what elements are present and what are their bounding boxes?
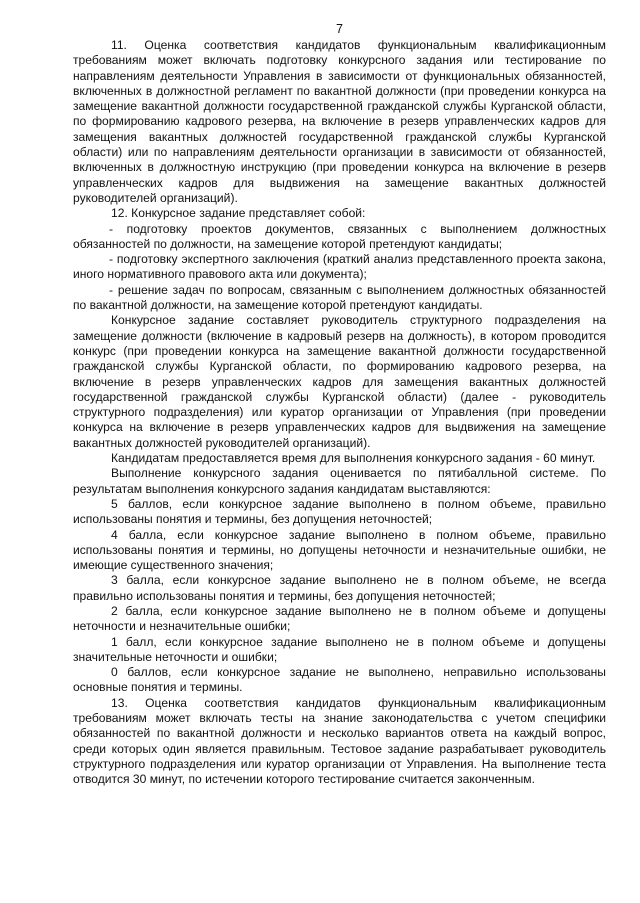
paragraph-13: 13. Оценка соответствия кандидатов функциональным квалификационным требованиям может включать тесты на знание законодательства с учетом специфики обязанностей по вакантной должности и несколько вариантов ответа на каждый вопрос, среди которых один является правильным. Тестовое задание разрабатывает руководитель структурного подразделения или куратор организации от Управления. На выполнение теста отводится 30 минут, по истечении которого тестирование считается законченным. <box>73 695 606 787</box>
grade-1: 1 балл, если конкурсное задание выполнено не в полном объеме и допущены значительные неточности и ошибки; <box>73 634 606 664</box>
grade-5: 5 баллов, если конкурсное задание выполнено в полном объеме, правильно использованы понятия и термины, без допущения неточностей; <box>73 496 606 527</box>
paragraph-task-author: Конкурсное задание составляет руководитель структурного подразделения на замещение должности (включение в кадровый резерв на должность), в котором проводится конкурс (при проведении конкурса на замещение вакантной должности государственной гражданской службы Курганской области, по формированию кадрового резерва, на включение в резерв управленческих кадров для замещения вакантных должностей государственной гражданской службы Курганской области) (далее - руководитель структурного подразделения) или куратор организации от Управления (при проведении конкурса на включение в резерв управленческих кадров для выдвижения на замещение вакантных должностей руководителей организаций). <box>73 313 606 450</box>
grade-0: 0 баллов, если конкурсное задание не выполнено, неправильно использованы основные понятия и термины. <box>73 665 606 695</box>
grade-3: 3 балла, если конкурсное задание выполнено не в полном объеме, не всегда правильно использованы понятия и термины, без допущения неточностей; <box>73 573 606 603</box>
grade-2: 2 балла, если конкурсное задание выполнено не в полном объеме и допущены неточности и незначительные ошибки; <box>73 603 606 634</box>
list-item-tasks: - решение задач по вопросам, связанным с выполнением должностных обязанностей по вакантной должности, на замещение которой претендуют кандидаты. <box>73 282 606 313</box>
list-item-documents: - подготовку проектов документов, связанных с выполнением должностных обязанностей по должности, на замещение которой претендуют кандидаты; <box>73 221 606 251</box>
page-number: 7 <box>336 22 343 36</box>
paragraph-12-heading: 12. Конкурсное задание представляет собой: <box>111 206 366 221</box>
paragraph-time-limit: Кандидатам предоставляется время для выполнения конкурсного задания - 60 минут. <box>111 451 596 466</box>
paragraph-grading-system: Выполнение конкурсного задания оценивается по пятибалльной системе. По результатам выполнения конкурсного задания кандидатам выставляются: <box>73 466 606 496</box>
paragraph-11: 11. Оценка соответствия кандидатов функциональным квалификационным требованиям может включать подготовку конкурсного задания или тестирование по направлениям деятельности Управления в зависимости от функциональных обязанностей, включенных в должностной регламент по вакантной должности (при проведении конкурса на замещение вакантной должности государственной гражданской службы Курганской области, по формированию кадрового резерва, на включение в резерв управленческих кадров для замещения вакантных должностей государственной гражданской службы Курганской области) или по направлениям деятельности организации в зависимости от обязанностей, включенных в должностную инструкцию (при проведении конкурса на включение в резерв управленческих кадров для выдвижения на замещение вакантных должностей руководителей организаций). <box>73 38 606 205</box>
list-item-expert-conclusion: - подготовку экспертного заключения (краткий анализ представленного проекта закона, иного нормативного правового акта или документа); <box>73 252 606 282</box>
grade-4: 4 балла, если конкурсное задание выполнено в полном объеме, правильно использованы понятия и термины, но допущены неточности и незначительные ошибки, не имеющие существенного значения; <box>73 527 606 573</box>
document-body <box>73 38 606 788</box>
